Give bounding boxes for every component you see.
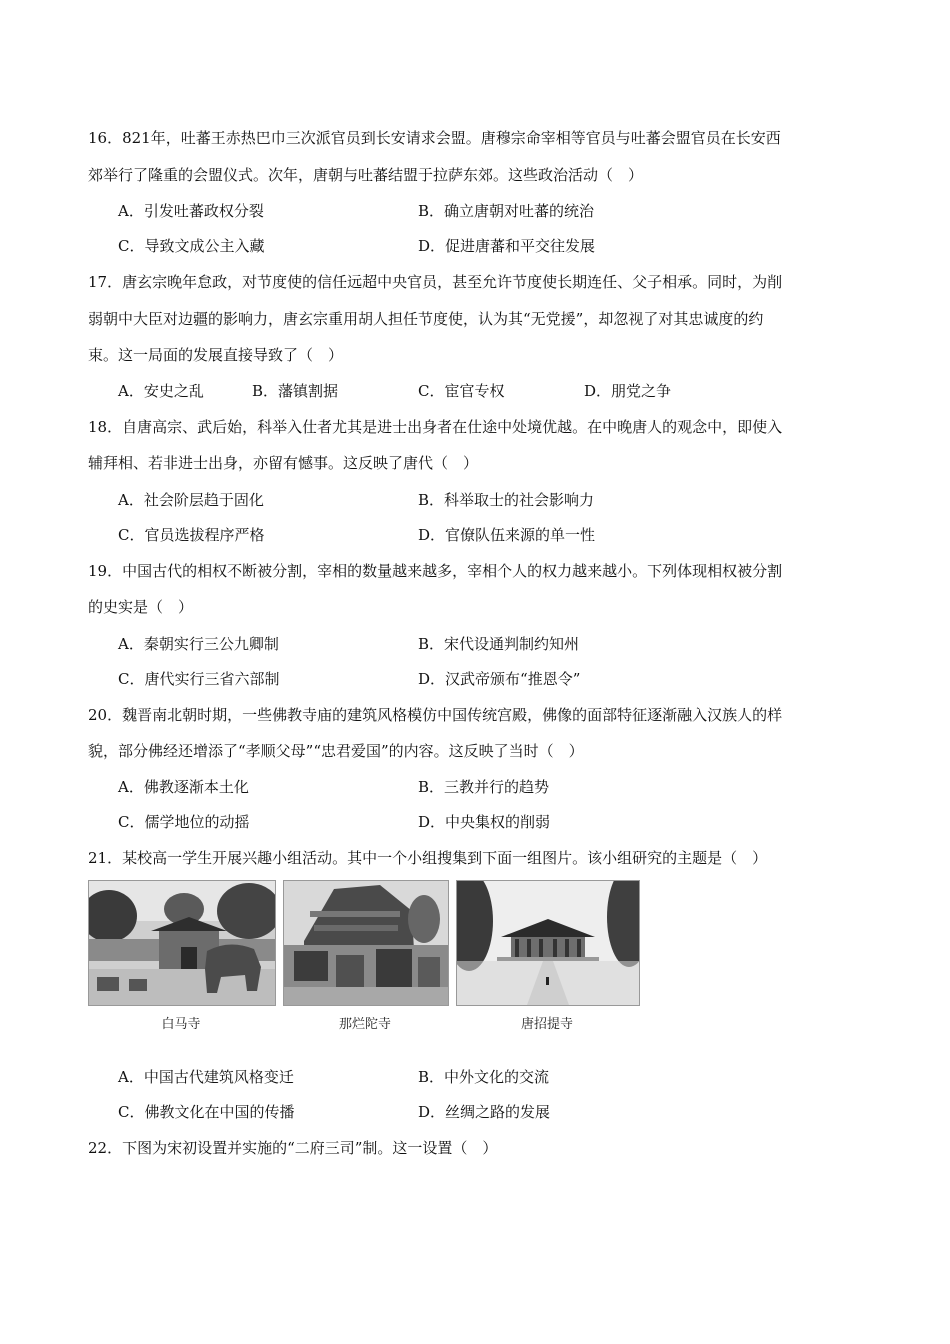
q16-option-a[interactable]: A．引发吐蕃政权分裂	[118, 202, 264, 220]
nalanda-temple-photo	[283, 880, 449, 1006]
q20-option-b[interactable]: B．三教并行的趋势	[418, 778, 550, 796]
q21-option-a[interactable]: A．中国古代建筑风格变迁	[118, 1068, 294, 1086]
q20-stem-line2: 貌，部分佛经还增添了“孝顺父母”“忠君爱国”的内容。这反映了当时（ ）	[88, 742, 584, 760]
q18-option-c[interactable]: C．官员选拔程序严格	[118, 526, 265, 544]
q17-stem-line1: 17．唐玄宗晚年怠政，对节度使的信任远超中央官员，甚至允许节度使长期连任、父子相承。同时，为削	[88, 273, 783, 291]
q17-stem-line2: 弱朝中大臣对边疆的影响力，唐玄宗重用胡人担任节度使，认为其“无党援”，却忽视了对其忠诚度的约	[88, 310, 764, 328]
q16-option-b[interactable]: B．确立唐朝对吐蕃的统治	[418, 202, 595, 220]
photo-caption-toshodaiji: 唐招提寺	[520, 1017, 573, 1032]
q17-option-c[interactable]: C．宦官专权	[418, 382, 505, 400]
baima-temple-illustration	[89, 881, 275, 1005]
q21-option-c[interactable]: C．佛教文化在中国的传播	[118, 1103, 295, 1121]
q16-option-d[interactable]: D．促进唐蕃和平交往发展	[418, 237, 596, 255]
q22-stem-line1: 22．下图为宋初设置并实施的“二府三司”制。这一设置（ ）	[88, 1139, 498, 1157]
q18-option-a[interactable]: A．社会阶层趋于固化	[118, 491, 264, 509]
q17-option-d[interactable]: D．朋党之争	[584, 382, 672, 400]
nalanda-temple-illustration	[284, 881, 448, 1005]
photo-caption-baima: 白马寺	[161, 1017, 201, 1032]
q16-option-c[interactable]: C．导致文成公主入藏	[118, 237, 265, 255]
q18-option-d[interactable]: D．官僚队伍来源的单一性	[418, 526, 596, 544]
q20-option-d[interactable]: D．中央集权的削弱	[418, 813, 551, 831]
toshodaiji-temple-photo	[456, 880, 640, 1006]
q19-stem-line1: 19．中国古代的相权不断被分割，宰相的数量越来越多，宰相个人的权力越来越小。下列体现相权被分割	[88, 562, 783, 580]
q18-stem-line1: 18．自唐高宗、武后始，科举入仕者尤其是进士出身者在仕途中处境优越。在中晚唐人的观念中，即使入	[88, 418, 783, 436]
q19-option-d[interactable]: D．汉武帝颁布“推恩令”	[418, 670, 581, 688]
q21-option-d[interactable]: D．丝绸之路的发展	[418, 1103, 551, 1121]
q18-stem-line2: 辅拜相、若非进士出身，亦留有憾事。这反映了唐代（ ）	[88, 454, 479, 472]
toshodaiji-temple-illustration	[457, 881, 639, 1005]
q19-option-a[interactable]: A．秦朝实行三公九卿制	[118, 635, 279, 653]
q19-stem-line2: 的史实是（ ）	[88, 598, 194, 616]
q21-stem-line1: 21．某校高一学生开展兴趣小组活动。其中一个小组搜集到下面一组图片。该小组研究的主题是（ ）	[88, 849, 768, 867]
baima-temple-photo	[88, 880, 276, 1006]
q19-option-b[interactable]: B．宋代设通判制约知州	[418, 635, 580, 653]
q17-option-b[interactable]: B．藩镇割据	[252, 382, 339, 400]
q17-stem-line3: 束。这一局面的发展直接导致了（ ）	[88, 346, 344, 364]
q16-stem-line1: 16．821年，吐蕃王赤热巴巾三次派官员到长安请求会盟。唐穆宗命宰相等官员与吐蕃会盟官员在长安西	[88, 129, 781, 147]
photo-caption-nalanda: 那烂陀寺	[338, 1017, 391, 1032]
q19-option-c[interactable]: C．唐代实行三省六部制	[118, 670, 280, 688]
q20-option-a[interactable]: A．佛教逐渐本土化	[118, 778, 249, 796]
q21-option-b[interactable]: B．中外文化的交流	[418, 1068, 550, 1086]
q18-option-b[interactable]: B．科举取士的社会影响力	[418, 491, 595, 509]
q20-stem-line1: 20．魏晋南北朝时期，一些佛教寺庙的建筑风格模仿中国传统宫殿，佛像的面部特征逐渐融入汉族人的样	[88, 706, 783, 724]
q16-stem-line2: 郊举行了隆重的会盟仪式。次年，唐朝与吐蕃结盟于拉萨东郊。这些政治活动（ ）	[88, 166, 644, 184]
q20-option-c[interactable]: C．儒学地位的动摇	[118, 813, 250, 831]
q17-option-a[interactable]: A．安史之乱	[118, 382, 204, 400]
